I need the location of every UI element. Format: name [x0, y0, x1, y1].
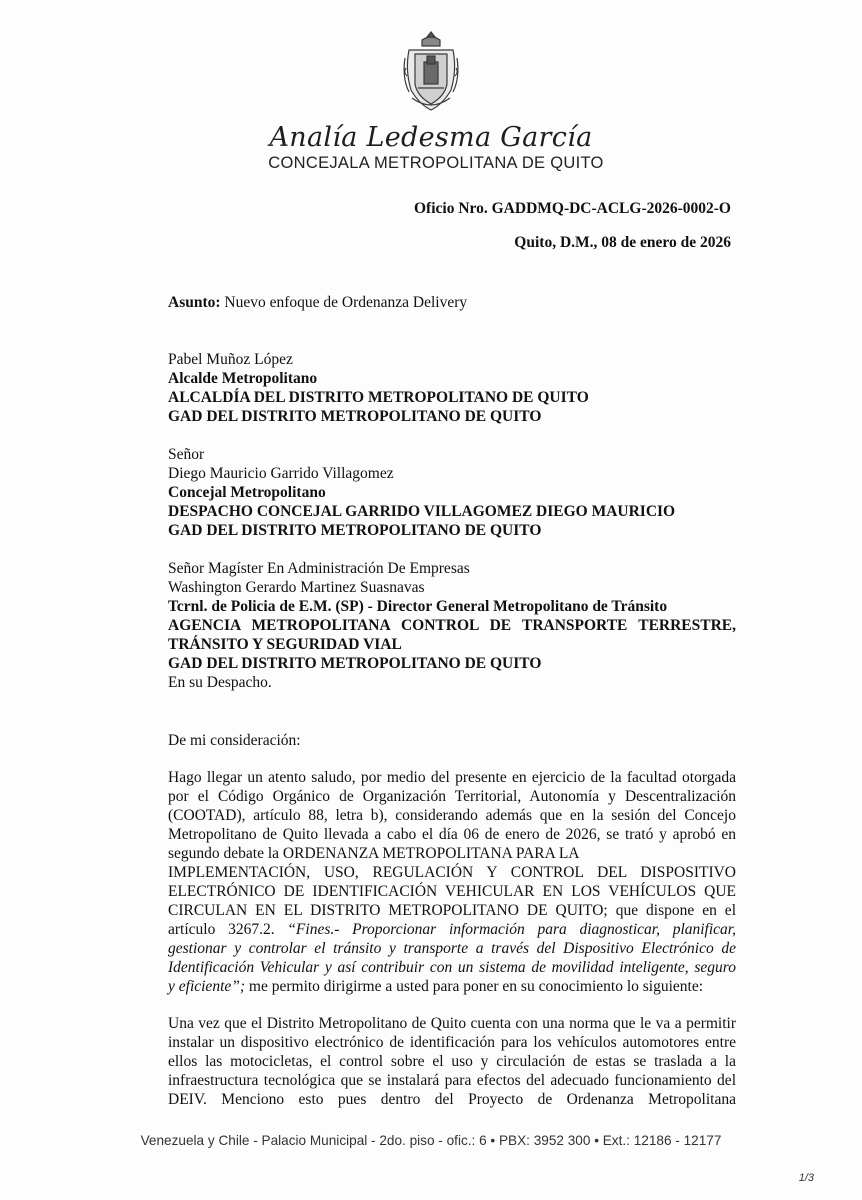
paragraph-line	[168, 920, 736, 939]
recipient-mayor	[168, 350, 736, 426]
footer-address: Venezuela y Chile - Palacio Municipal - 2do. piso - ofic.: 6 • PBX: 3952 300 • Ext.: 12186 - 12177	[140, 1133, 722, 1148]
recipient-organization: DESPACHO CONCEJAL GARRIDO VILLAGOMEZ DIEGO MAURICIO	[168, 503, 676, 520]
recipient-organization: ALCALDÍA DEL DISTRITO METROPOLITANO DE QUITO	[168, 389, 589, 406]
recipient-organization: AGENCIA METROPOLITANA CONTROL DE TRANSPORTE TERRESTRE,	[168, 617, 736, 634]
asunto-text: Nuevo enfoque de Ordenanza Delivery	[220, 294, 468, 311]
recipient-closing: En su Despacho.	[168, 674, 272, 691]
greeting: De mi consideración:	[168, 732, 301, 749]
recipient-salutation: Señor	[168, 446, 205, 463]
paragraph-line: DEIV. Menciono esto pues dentro del Proyecto de Ordenanza Metropolitana	[168, 1091, 736, 1108]
article-reference: artículo 3267.2.	[168, 921, 288, 938]
paragraph-line	[168, 977, 736, 996]
quoted-text: gestionar y controlar el tránsito y transporte a través del Dispositivo Electrónico de	[168, 940, 736, 957]
recipient-transit-director	[168, 559, 736, 692]
paragraph-line: CIRCULAN EN EL DISTRITO METROPOLITANO DE QUITO; que dispone en el	[168, 902, 736, 919]
recipient-title: Tcrnl. de Policia de E.M. (SP) - Director General Metropolitano de Tránsito	[168, 598, 668, 615]
recipient-title: Concejal Metropolitano	[168, 484, 326, 501]
recipient-organization: GAD DEL DISTRITO METROPOLITANO DE QUITO	[168, 655, 542, 672]
recipient-councilman	[168, 445, 736, 540]
recipient-name: Washington Gerardo Martinez Suasnavas	[168, 579, 425, 596]
recipient-organization: GAD DEL DISTRITO METROPOLITANO DE QUITO	[168, 408, 542, 425]
office-title: CONCEJALA METROPOLITANA DE QUITO	[268, 154, 604, 172]
recipient-title: Alcalde Metropolitano	[168, 370, 318, 387]
body-paragraph-2	[168, 1014, 736, 1109]
asunto-label: Asunto:	[168, 294, 221, 311]
paragraph-line: Hago llegar un atento saludo, por medio del presente en ejercicio de la facultad otorgada	[168, 769, 736, 786]
coat-of-arms-icon	[400, 28, 462, 114]
paragraph-line: Metropolitano de Quito llevada a cabo el día 06 de enero de 2026, se trató y aprobó en	[168, 826, 736, 843]
quoted-text: Identificación Vehicular y así contribuir con un sistema de movilidad inteligente, seguro	[168, 959, 736, 976]
page-number: 1/3	[798, 1172, 814, 1184]
paragraph-line: ellos las motocicletas, el control sobre el uso y circulación de estas se traslada a la	[168, 1053, 736, 1070]
oficio-number: Oficio Nro. GADDMQ-DC-ACLG-2026-0002-O	[414, 200, 731, 217]
letterhead	[0, 28, 862, 173]
quoted-text: “Fines.- Proporcionar información para diagnosticar, planificar,	[287, 921, 736, 938]
paragraph-line: por el Código Orgánico de Organización Territorial, Autonomía y Descentralización	[168, 788, 736, 805]
paragraph-line: Una vez que el Distrito Metropolitano de Quito cuenta con una norma que le va a permitir	[168, 1015, 736, 1032]
recipient-name: Pabel Muñoz López	[168, 351, 293, 368]
paragraph-line: instalar un dispositivo electrónico de identificación para los vehículos automotores entre	[168, 1034, 736, 1051]
councilwoman-name: Analía Ledesma García	[269, 122, 593, 153]
paragraph-line: (COOTAD), artículo 88, letra b), considerando además que en la sesión del Concejo	[168, 807, 736, 824]
recipient-organization: GAD DEL DISTRITO METROPOLITANO DE QUITO	[168, 522, 542, 539]
body-paragraph-1	[168, 768, 736, 996]
quoted-text: y eficiente”;	[168, 978, 246, 995]
asunto-line	[168, 293, 736, 312]
paragraph-line: segundo debate la ORDENANZA METROPOLITANA PARA LA	[168, 845, 580, 862]
recipient-salutation: Señor Magíster En Administración De Empresas	[168, 560, 470, 577]
document-date: Quito, D.M., 08 de enero de 2026	[514, 234, 731, 251]
paragraph-line: IMPLEMENTACIÓN, USO, REGULACIÓN Y CONTROL DEL DISPOSITIVO	[168, 864, 736, 881]
recipient-name: Diego Mauricio Garrido Villagomez	[168, 465, 394, 482]
recipient-organization: TRÁNSITO Y SEGURIDAD VIAL	[168, 636, 402, 653]
paragraph-text: me permito dirigirme a usted para poner en su conocimiento lo siguiente:	[245, 978, 704, 995]
paragraph-line: infraestructura tecnológica que se instalará para efectos del adecuado funcionamiento del	[168, 1072, 736, 1089]
paragraph-line: ELECTRÓNICO DE IDENTIFICACIÓN VEHICULAR EN LOS VEHÍCULOS QUE	[168, 883, 736, 900]
